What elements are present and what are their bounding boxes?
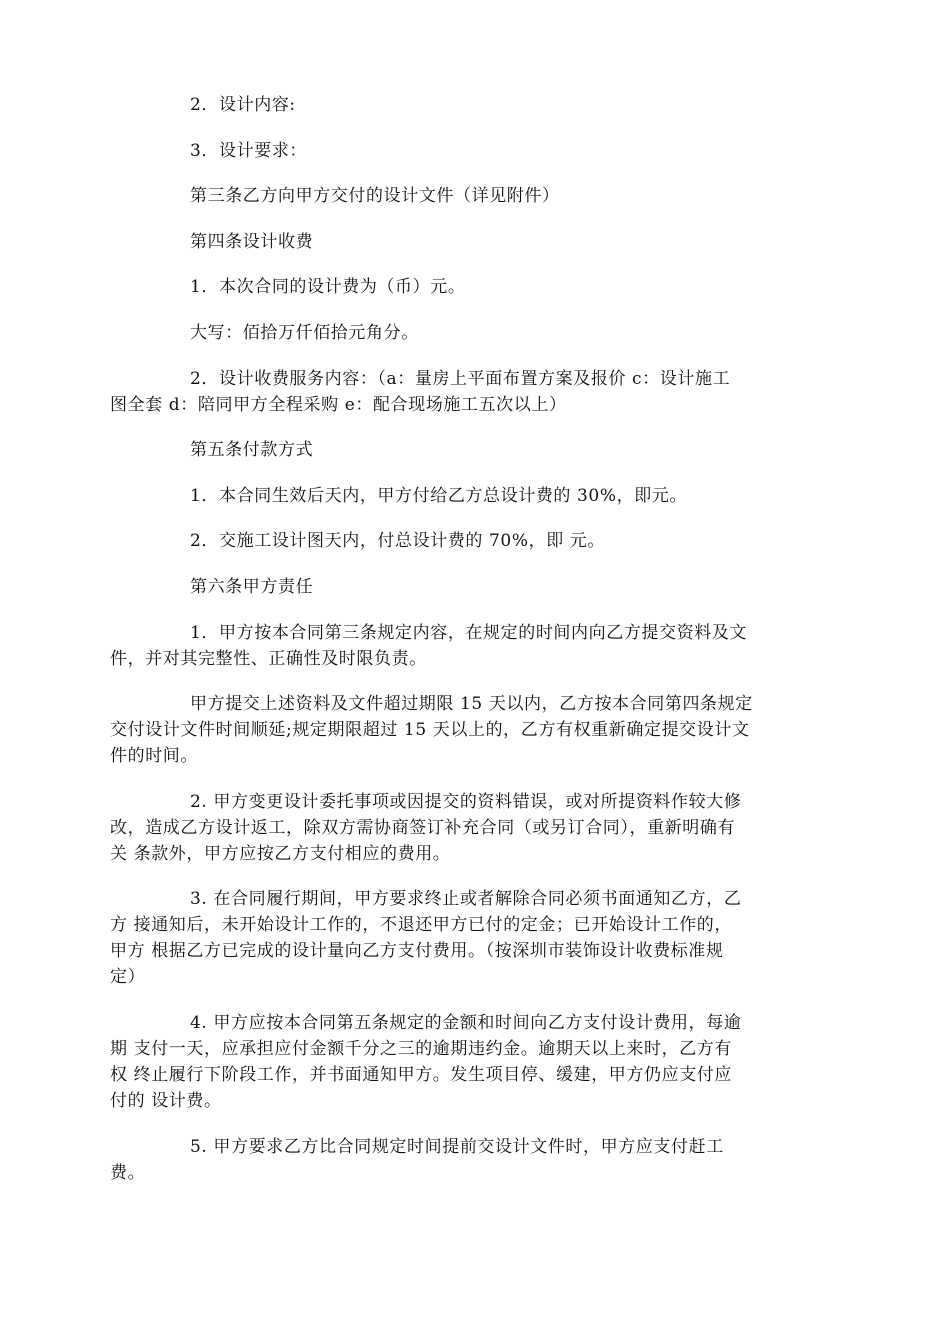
clause-fee-in-words: 大写：佰拾万仟佰拾元角分。: [190, 323, 419, 343]
clause-design-content: 2．设计内容:: [190, 95, 296, 115]
clause-party-a-3-line-2: 方 接通知后，未开始设计工作的，不退还甲方已付的定金；已开始设计工作的，: [110, 915, 733, 935]
clause-fee-services-line-2: 图全套 d：陪同甲方全程采购 e：配合现场施工五次以上）: [110, 395, 567, 415]
clause-party-a-4-line-4: 付的 设计费。: [110, 1091, 222, 1111]
article-4-heading: 第四条设计收费: [190, 232, 314, 252]
clause-payment-2: 2．交施工设计图天内，付总设计费的 70%，即 元。: [190, 531, 606, 551]
clause-payment-1: 1．本合同生效后天内，甲方付给乙方总设计费的 30%，即元。: [190, 486, 688, 506]
clause-party-a-4-line-1: 4. 甲方应按本合同第五条规定的金额和时间向乙方支付设计费用，每逾: [190, 1013, 742, 1033]
clause-party-a-2-line-3: 关 条款外，甲方应按乙方支付相应的费用。: [110, 844, 451, 864]
clause-design-requirements: 3．设计要求：: [190, 141, 308, 161]
clause-party-a-3-line-1: 3. 在合同履行期间，甲方要求终止或者解除合同必须书面通知乙方，乙: [190, 889, 742, 909]
clause-design-fee: 1．本次合同的设计费为（币）元。: [190, 277, 466, 297]
clause-party-a-4-line-2: 期 支付一天，应承担应付金额千分之三的逾期违约金。逾期天以上来时，乙方有: [110, 1039, 733, 1059]
article-3-heading: 第三条乙方向甲方交付的设计文件（详见附件）: [190, 186, 560, 206]
clause-overdue-line-2: 交付设计文件时间顺延;规定期限超过 15 天以上的，乙方有权重新确定提交设计文: [110, 720, 750, 740]
article-5-heading: 第五条付款方式: [190, 440, 314, 460]
clause-party-a-5-line-1: 5. 甲方要求乙方比合同规定时间提前交设计文件时，甲方应支付赶工: [190, 1137, 724, 1157]
clause-party-a-3-line-4: 定）: [110, 967, 146, 987]
article-6-heading: 第六条甲方责任: [190, 577, 314, 597]
clause-fee-services-line-1: 2．设计收费服务内容：（a：量房上平面布置方案及报价 c：设计施工: [190, 369, 731, 389]
clause-party-a-2-line-2: 改，造成乙方设计返工，除双方需协商签订补充合同（或另订合同），重新明确有: [110, 818, 736, 838]
clause-party-a-1-line-2: 件，并对其完整性、正确性及时限负责。: [110, 649, 427, 669]
clause-party-a-1-line-1: 1．甲方按本合同第三条规定内容，在规定的时间内向乙方提交资料及文: [190, 623, 748, 643]
clause-party-a-2-line-1: 2. 甲方变更设计委托事项或因提交的资料错误，或对所提资料作较大修: [190, 792, 742, 812]
clause-party-a-3-line-3: 甲方 根据乙方已完成的设计量向乙方支付费用。（按深圳市装饰设计收费标准规: [110, 941, 724, 961]
clause-overdue-line-1: 甲方提交上述资料及文件超过期限 15 天以内，乙方按本合同第四条规定: [190, 694, 753, 714]
clause-party-a-4-line-3: 权 终止履行下阶段工作，并书面通知甲方。发生项目停、缓建，甲方仍应支付应: [110, 1065, 733, 1085]
clause-party-a-5-line-2: 费。: [110, 1163, 146, 1183]
clause-overdue-line-3: 件的时间。: [110, 746, 198, 766]
